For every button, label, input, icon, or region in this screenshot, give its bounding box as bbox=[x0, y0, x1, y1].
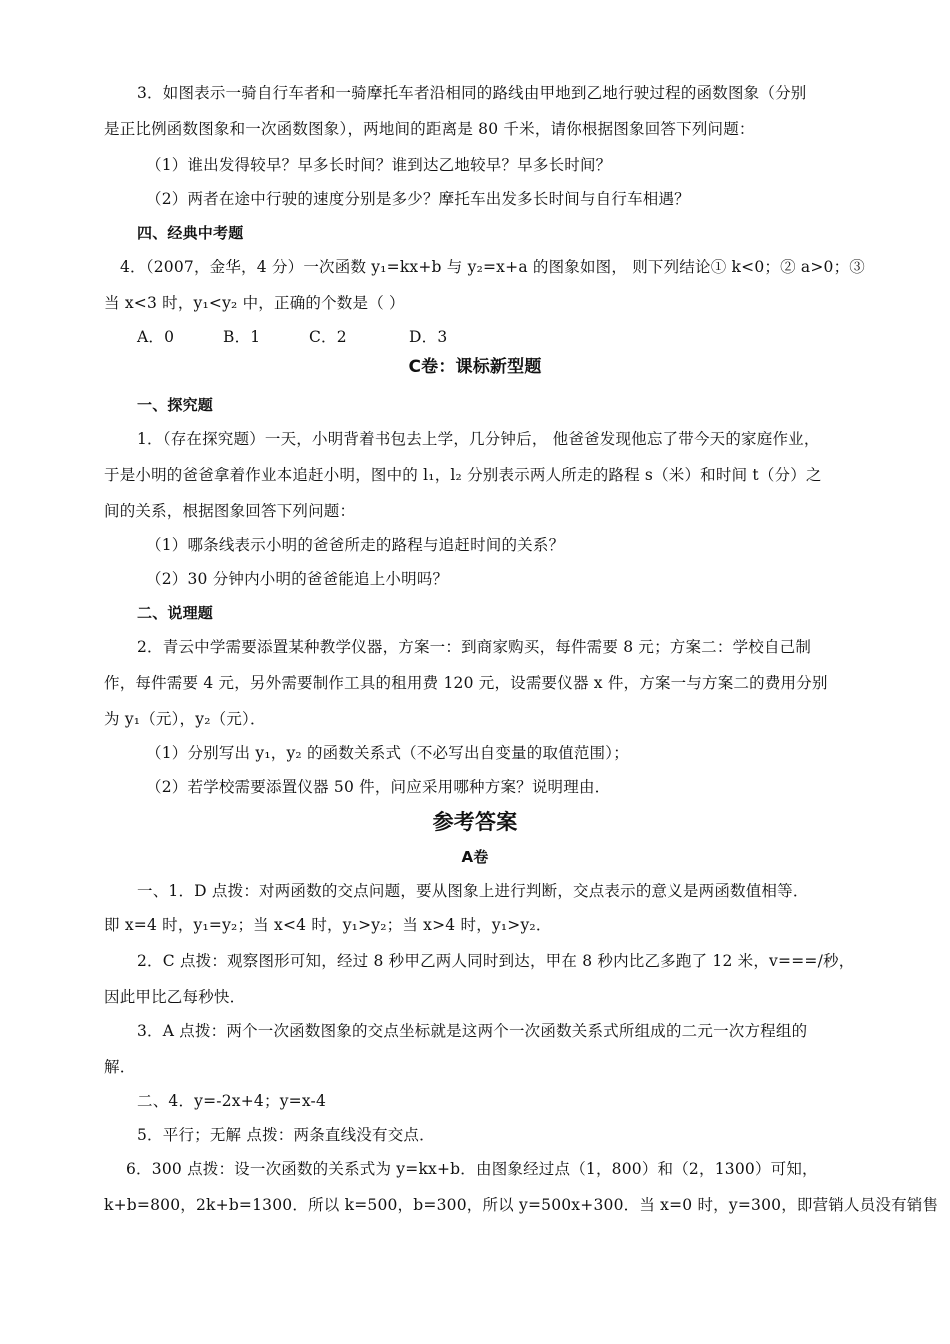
part-c-section-1-title: 一、探究题 bbox=[137, 396, 214, 414]
c-q1-line-2: 于是小明的爸爸拿着作业本追赶小明，图中的 l₁，l₂ 分别表示两人所走的路程 s（米）和时间 t（分）之 bbox=[104, 466, 822, 484]
c-q2-sub-question-1: （1）分别写出 y₁，y₂ 的函数关系式（不必写出自变量的取值范围）； bbox=[146, 744, 629, 762]
answer-2-line-2: 因此甲比乙每秒快． bbox=[104, 988, 246, 1006]
c-q1-sub-question-2: （2）30 分钟内小明的爸爸能追上小明吗？ bbox=[146, 570, 449, 588]
answers-title: 参考答案 bbox=[432, 810, 518, 834]
q3-sub-question-2: （2）两者在途中行驶的速度分别是多少？摩托车出发多长时间与自行车相遇？ bbox=[146, 190, 690, 208]
answer-3-line-1: 3．A 点拨：两个一次函数图象的交点坐标就是这两个一次函数关系式所组成的二元一次方程组的 bbox=[137, 1022, 808, 1040]
c-q1-line-3: 间的关系，根据图象回答下列问题： bbox=[104, 502, 356, 520]
answers-part-a-title: A卷 bbox=[461, 848, 489, 866]
q3-line-1: 3．如图表示一骑自行车者和一骑摩托车者沿相同的路线由甲地到乙地行驶过程的函数图象（分别 bbox=[137, 84, 807, 102]
c-q1-sub-question-1: （1）哪条线表示小明的爸爸所走的路程与追赶时间的关系？ bbox=[146, 536, 565, 554]
c-q2-line-1: 2．青云中学需要添置某种教学仪器，方案一：到商家购买，每件需要 8 元；方案二：学校自己制 bbox=[137, 638, 812, 656]
q4-option-d: D．3 bbox=[409, 328, 448, 346]
q3-line-2: 是正比例函数图象和一次函数图象），两地间的距离是 80 千米，请你根据图象回答下列问题： bbox=[104, 120, 755, 138]
answer-5-line-1: 5．平行；无解 点拨：两条直线没有交点． bbox=[137, 1126, 435, 1144]
q4-option-c: C．2 bbox=[309, 328, 347, 346]
c-q2-sub-question-2: （2）若学校需要添置仪器 50 件，问应采用哪种方案？说明理由． bbox=[146, 778, 611, 796]
answer-3-line-2: 解． bbox=[104, 1058, 136, 1076]
c-q1-line-1: 1．（存在探究题）一天，小明背着书包去上学，几分钟后， 他爸爸发现他忘了带今天的家庭作业， bbox=[137, 430, 820, 448]
section-4-title: 四、经典中考题 bbox=[137, 224, 244, 242]
answer-6-line-1: 6．300 点拨：设一次函数的关系式为 y=kx+b．由图象经过点（1，800）和（2，1300）可知， bbox=[126, 1160, 818, 1178]
q4-line-1: 4．（2007，金华，4 分）一次函数 y₁=kx+b 与 y₂=x+a 的图象如图， 则下列结论① k<0；② a>0；③ bbox=[120, 258, 865, 276]
part-c-title: C卷：课标新型题 bbox=[408, 357, 542, 377]
answer-1-line-2: 即 x=4 时，y₁=y₂；当 x<4 时，y₁>y₂；当 x>4 时，y₁>y₂． bbox=[104, 916, 552, 934]
q4-options bbox=[137, 326, 897, 348]
answer-4-line-1: 二、4．y=-2x+4；y=x-4 bbox=[137, 1092, 327, 1110]
part-c-section-2-title: 二、说理题 bbox=[137, 604, 214, 622]
q4-option-a: A．0 bbox=[137, 328, 175, 346]
c-q2-line-3: 为 y₁（元），y₂（元）． bbox=[104, 710, 266, 728]
c-q2-line-2: 作，每件需要 4 元，另外需要制作工具的租用费 120 元，设需要仪器 x 件，方案一与方案二的费用分别 bbox=[104, 674, 828, 692]
answer-6-line-2: k+b=800，2k+b=1300．所以 k=500，b=300，所以 y=500x+300．当 x=0 时，y=300，即营销人员没有销售 bbox=[104, 1196, 939, 1214]
answer-2-line-1: 2．C 点拨：观察图形可知，经过 8 秒甲乙两人同时到达，甲在 8 秒内比乙多跑了 12 米，v===/秒， bbox=[137, 952, 855, 970]
q4-line-2: 当 x<3 时，y₁<y₂ 中，正确的个数是（ ） bbox=[104, 294, 405, 312]
answer-1-line-1: 一、1．D 点拨：对两函数的交点问题，要从图象上进行判断，交点表示的意义是两函数值相等． bbox=[137, 882, 809, 900]
q3-sub-question-1: （1）谁出发得较早？早多长时间？谁到达乙地较早？早多长时间？ bbox=[146, 156, 612, 174]
q4-option-b: B．1 bbox=[223, 328, 261, 346]
